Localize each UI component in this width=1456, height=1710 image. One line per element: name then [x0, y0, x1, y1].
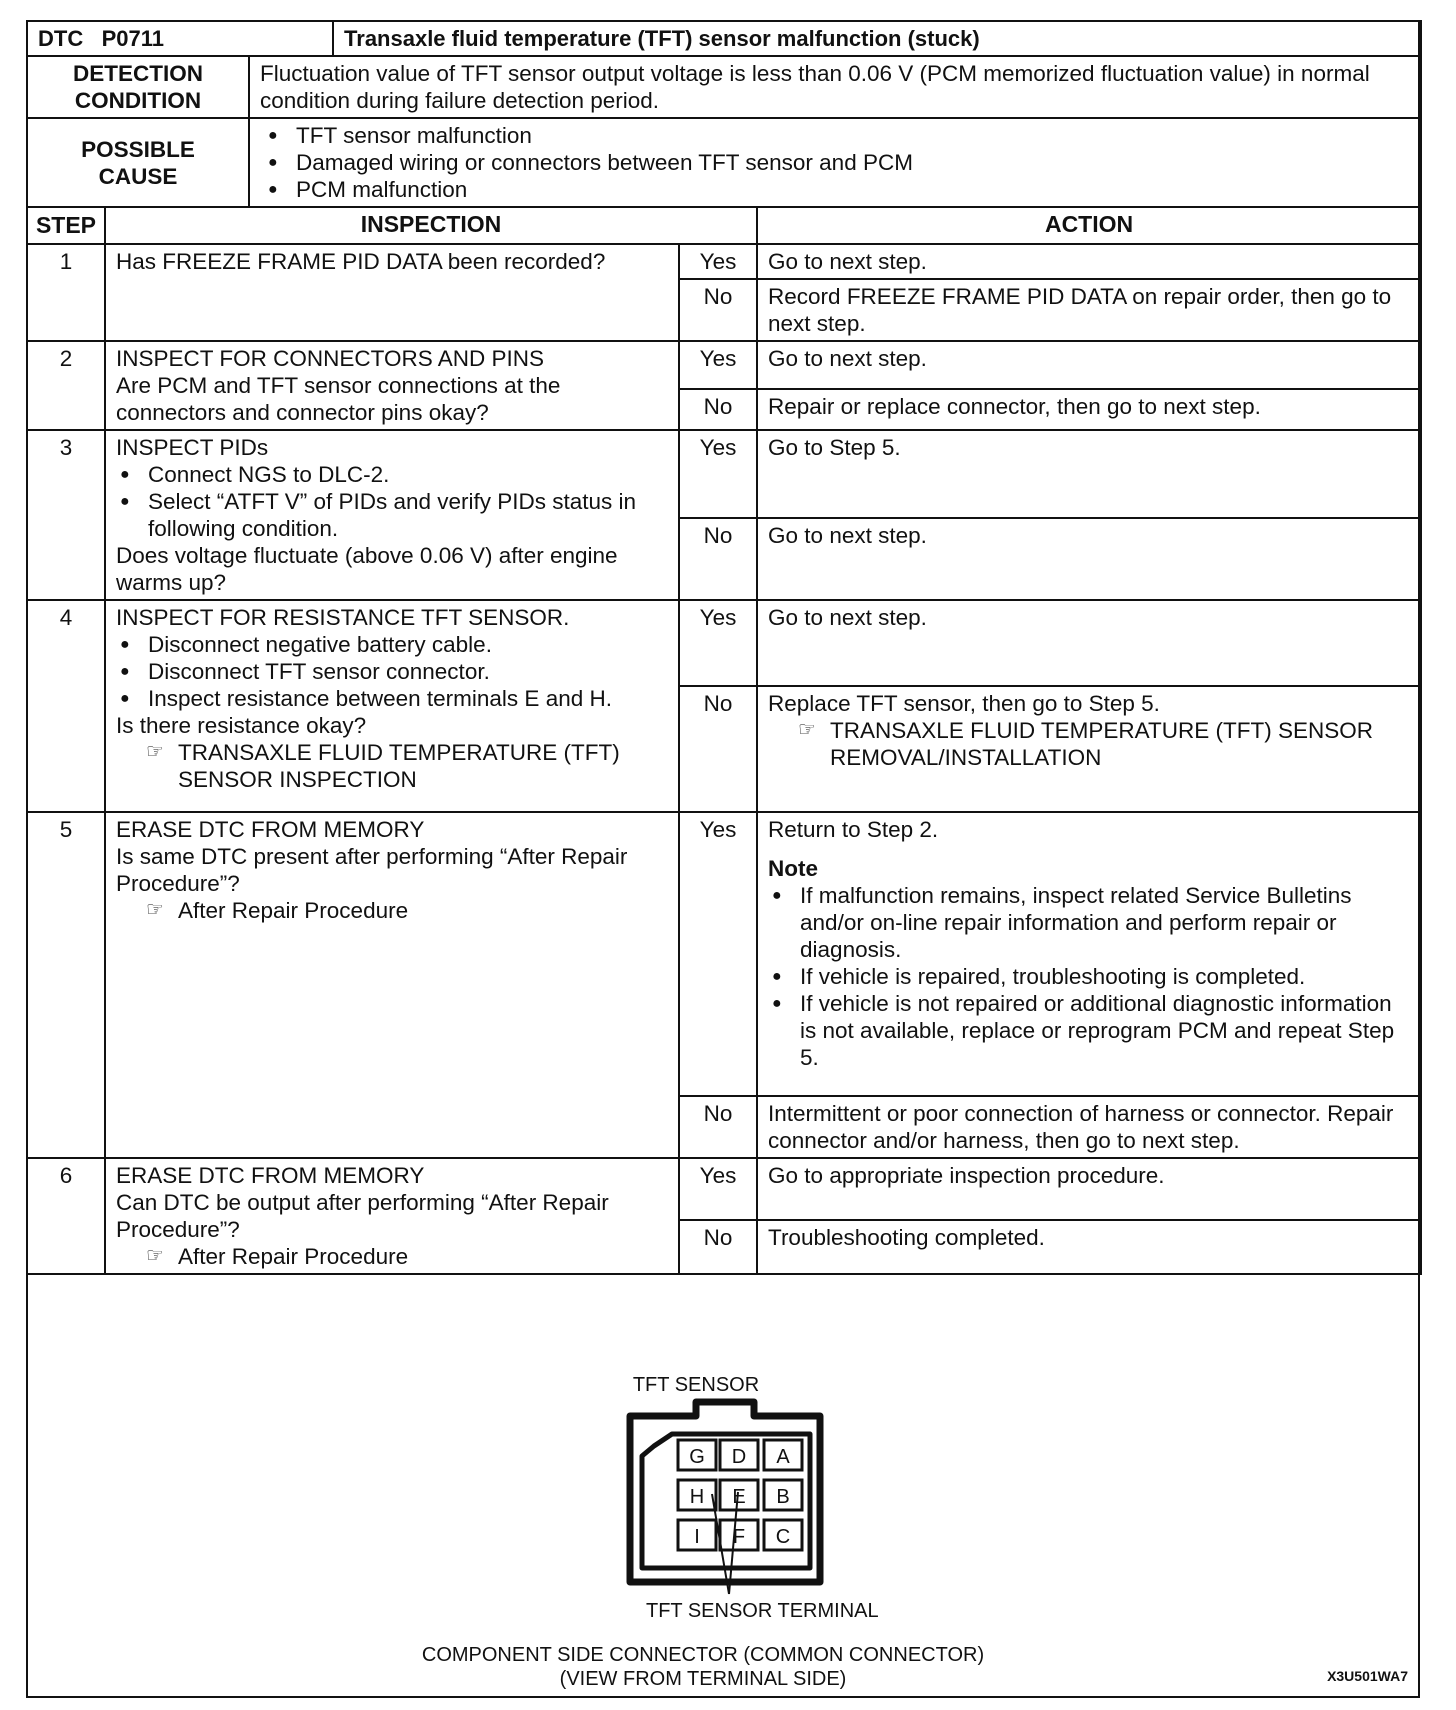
note-item: ● If vehicle is repaired, troubleshooting is completed.	[768, 963, 1410, 990]
cause-label: POSSIBLE CAUSE	[27, 118, 249, 207]
step-number: 4	[27, 600, 105, 812]
yes-label: Yes	[679, 244, 757, 279]
no-action: Go to next step.	[757, 518, 1421, 600]
terminal-c: C	[775, 1526, 791, 1548]
detection-label: DETECTION CONDITION	[27, 56, 249, 118]
step-question: Can DTC be output after performing “After Repair Procedure”?	[116, 1190, 609, 1242]
step-number: 2	[27, 341, 105, 430]
sensor-label: TFT SENSOR	[632, 1374, 760, 1396]
yes-action: Go to appropriate inspection procedure.	[757, 1158, 1421, 1220]
pointing-hand-icon: ☞	[146, 899, 164, 921]
terminal-h: H	[689, 1486, 705, 1508]
step-title: ERASE DTC FROM MEMORY	[116, 1163, 425, 1188]
step-number: 5	[27, 812, 105, 1158]
step-title: ERASE DTC FROM MEMORY	[116, 817, 425, 842]
yes-action: Go to Step 5.	[757, 430, 1421, 518]
no-label: No	[679, 686, 757, 812]
pointing-hand-icon: ☞	[146, 741, 164, 763]
cause-item: ● Damaged wiring or connectors between TFT sensor and PCM	[264, 149, 1410, 176]
step-column-header: STEP	[27, 207, 105, 244]
yes-action: Go to next step.	[757, 341, 1421, 389]
step-title: INSPECT FOR CONNECTORS AND PINS	[116, 346, 544, 371]
no-action: Intermittent or poor connection of harness or connector. Repair connector and/or harness, then go to next step.	[757, 1096, 1421, 1158]
yes-label: Yes	[679, 812, 757, 1096]
no-label: No	[679, 1096, 757, 1158]
yes-action: Go to next step.	[757, 244, 1421, 279]
yes-label: Yes	[679, 430, 757, 518]
terminal-g: G	[689, 1446, 705, 1468]
step-title: INSPECT FOR RESISTANCE TFT SENSOR.	[116, 605, 570, 630]
dtc-code-cell: DTC P0711	[27, 21, 333, 56]
connector-diagram	[26, 1342, 1420, 1698]
detection-text: Fluctuation value of TFT sensor output voltage is less than 0.06 V (PCM memorized fluctuation value) in normal condition during failure detection period.	[249, 56, 1421, 118]
no-label: No	[679, 518, 757, 600]
yes-action: Return to Step 2.	[768, 817, 939, 842]
pointing-hand-icon: ☞	[798, 719, 816, 741]
no-label: No	[679, 1220, 757, 1274]
figure-code: X3U501WA7	[1327, 1668, 1408, 1684]
action-reference[interactable]: ☞ TRANSAXLE FLUID TEMPERATURE (TFT) SENSOR REMOVAL/INSTALLATION	[798, 718, 1374, 770]
yes-label: Yes	[679, 1158, 757, 1220]
yes-action: Go to next step.	[757, 600, 1421, 686]
step-inspection: Has FREEZE FRAME PID DATA been recorded?	[105, 244, 679, 341]
step-bullet: ● Inspect resistance between terminals E and H.	[116, 685, 668, 712]
step-question: Are PCM and TFT sensor connections at the connectors and connector pins okay?	[116, 373, 561, 425]
step-question: Is same DTC present after performing “After Repair Procedure”?	[116, 844, 628, 896]
note-title: Note	[768, 856, 819, 881]
step-bullet: ● Select “ATFT V” of PIDs and verify PIDs status in following condition.	[116, 488, 668, 542]
no-action: Repair or replace connector, then go to next step.	[757, 389, 1421, 430]
terminal-e: E	[732, 1486, 746, 1508]
caption-line-2: (VIEW FROM TERMINAL SIDE)	[559, 1668, 847, 1690]
step-number: 6	[27, 1158, 105, 1274]
terminal-d: D	[731, 1446, 747, 1468]
no-label: No	[679, 279, 757, 341]
step-bullet: ● Connect NGS to DLC-2.	[116, 461, 668, 488]
step-number: 3	[27, 430, 105, 600]
step-reference[interactable]: ☞ After Repair Procedure	[146, 898, 409, 923]
no-action: Record FREEZE FRAME PID DATA on repair order, then go to next step.	[757, 279, 1421, 341]
dtc-title: Transaxle fluid temperature (TFT) sensor malfunction (stuck)	[333, 21, 1421, 56]
step-reference[interactable]: ☞ TRANSAXLE FLUID TEMPERATURE (TFT) SENSOR INSPECTION	[146, 740, 620, 792]
caption-line-1: COMPONENT SIDE CONNECTOR (COMMON CONNECTOR)	[421, 1644, 985, 1666]
pointing-hand-icon: ☞	[146, 1245, 164, 1267]
inspection-column-header: INSPECTION	[105, 207, 757, 244]
note-item: ● If malfunction remains, inspect related Service Bulletins and/or on-line repair information and perform repair or diagnosis.	[768, 882, 1410, 963]
yes-label: Yes	[679, 341, 757, 389]
step-number: 1	[27, 244, 105, 341]
cause-item: ● PCM malfunction	[264, 176, 1410, 203]
no-action: Troubleshooting completed.	[757, 1220, 1421, 1274]
terminal-i: I	[694, 1526, 700, 1548]
step-bullet: ● Disconnect negative battery cable.	[116, 631, 668, 658]
step-bullet: ● Disconnect TFT sensor connector.	[116, 658, 668, 685]
terminal-b: B	[776, 1486, 790, 1508]
no-label: No	[679, 389, 757, 430]
step-question: Does voltage fluctuate (above 0.06 V) after engine warms up?	[116, 543, 618, 595]
step-question: Is there resistance okay?	[116, 713, 367, 738]
yes-label: Yes	[679, 600, 757, 686]
step-reference[interactable]: ☞ After Repair Procedure	[146, 1244, 409, 1269]
terminal-f: F	[732, 1526, 746, 1548]
step-title: INSPECT PIDs	[116, 435, 269, 460]
terminal-a: A	[776, 1446, 790, 1468]
cause-item: ● TFT sensor malfunction	[264, 122, 1410, 149]
action-column-header: ACTION	[757, 207, 1421, 244]
connector-housing	[630, 1402, 820, 1582]
no-action: Replace TFT sensor, then go to Step 5.	[768, 691, 1160, 716]
note-item: ● If vehicle is not repaired or additional diagnostic information is not available, replace or reprogram PCM and repeat Step 5.	[768, 990, 1410, 1071]
terminal-label: TFT SENSOR TERMINAL	[646, 1600, 879, 1622]
